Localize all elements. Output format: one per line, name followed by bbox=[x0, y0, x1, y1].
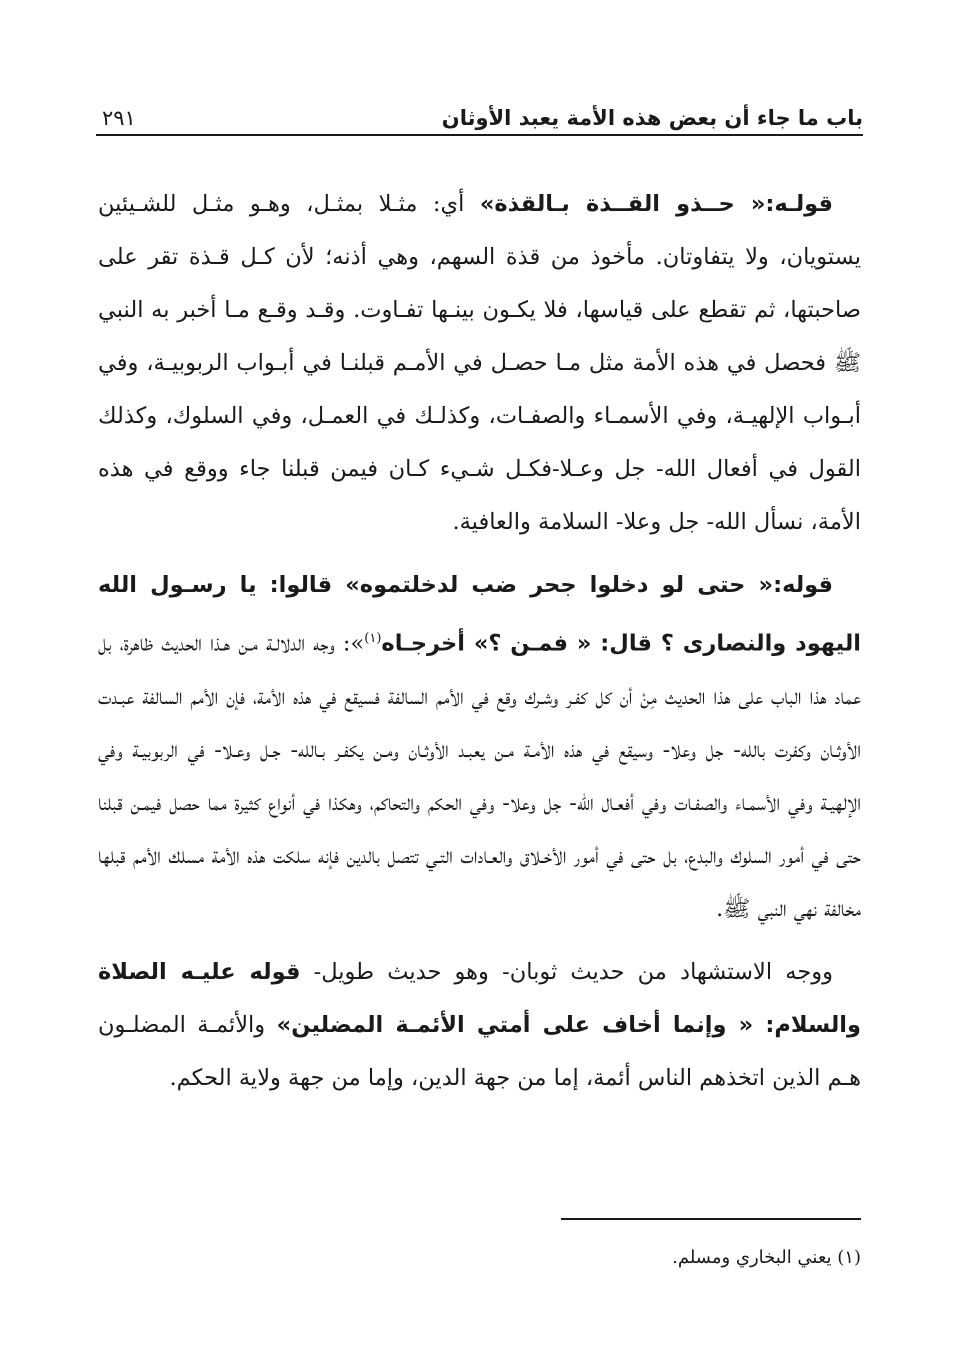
quoted-term: قولـه:« حــذو القــذة بـالقذة» bbox=[479, 191, 833, 217]
paragraph-1 bbox=[98, 178, 861, 549]
footnote-marker[interactable]: (١) bbox=[364, 631, 382, 646]
footnote: (١) يعني البخاري ومسلم. bbox=[672, 1247, 861, 1268]
paragraph-text: »: وجه الدلالـة مـن هـذا الحديث ظاهرة، بل عماد هذا الباب على هذا الحديث مِنْ أن كل كفـر وشـرك وقع في الأمم السالفة فسيقع في هذه الأمة، فإن الأمم السالفة عبـدت الأوثـان وكفرت بالله- جل وعلا- وسيقع في هذه الأمـة مـن يعبـد الأوثـان ومـن يكفـر بـالله- جـل وعـلا- في الربوبيـة وفي الإلهيـة وفي الأسمـاء والصفـات وفي أفعـال الله- جل وعلا- وفي الحكم والتحاكم، وهكذا في أنواع كثيرة مما حصل فيمـن قبلنا حتى في أمور السلوك والبدع، بل حتى في أمور الأخـلاق والعـادات التـي تتصل بالدين فإنه سلكت هذه الأمة مسلك الأمم قبلها مخالفة نهي النبي ﷺ. bbox=[98, 630, 861, 922]
chapter-title: باب ما جاء أن بعض هذه الأمة يعبد الأوثان bbox=[441, 106, 863, 130]
paragraph-2 bbox=[98, 559, 861, 936]
paragraph-text: والأئمـة المضلـون هـم الذين اتخذهم الناس أئمة، إما من جهة الدين، وإما من جهة ولاية الحكم. bbox=[98, 1011, 861, 1091]
paragraph-3 bbox=[98, 946, 861, 1105]
footnote-divider bbox=[561, 1218, 861, 1220]
main-text bbox=[98, 178, 861, 1115]
quoted-term: قوله عليـه الصلاة والسلام: « وإنما أخاف على أمتي الأئمـة المضلين» bbox=[98, 958, 861, 1038]
paragraph-text: أي: مثـلا بمثـل، وهـو مثـل للشـيئين يستويان، ولا يتفاوتان. مأخوذ من قذة السهم، وهي أذنه؛ لأن كـل قـذة تقر على صاحبتها، ثم تقطع على قياسها، فلا يكـون بينـها تفـاوت. وقـد وقـع مـا أخبر به النبي ﷺ فحصل في هذه الأمة مثل مـا حصـل في الأمـم قبلنـا في أبـواب الربوبيـة، وفي أبـواب الإلهيـة، وفي الأسمـاء والصفـات، وكذلـك في العمـل، وفي السلوك، وكذلك القول في أفعال الله- جل وعـلا-فكـل شـيء كـان فيمن قبلنا جاء ووقع في هذه الأمة، نسأل الله- جل وعلا- السلامة والعافية. bbox=[98, 191, 861, 535]
quoted-term: قوله:« حتى لو دخلوا جحر ضب لدخلتموه» قالوا: يا رسـول الله اليهود والنصارى ؟ قال: « فمـن ؟» أخرجـاه bbox=[98, 572, 862, 657]
header-divider bbox=[96, 134, 863, 136]
paragraph-lead: ووجه الاستشهاد من حديث ثوبان- وهو حديث طويل- bbox=[300, 958, 833, 985]
page-number: ٢٩١ bbox=[102, 106, 136, 130]
footnotes bbox=[98, 1238, 861, 1278]
running-header bbox=[96, 92, 863, 132]
